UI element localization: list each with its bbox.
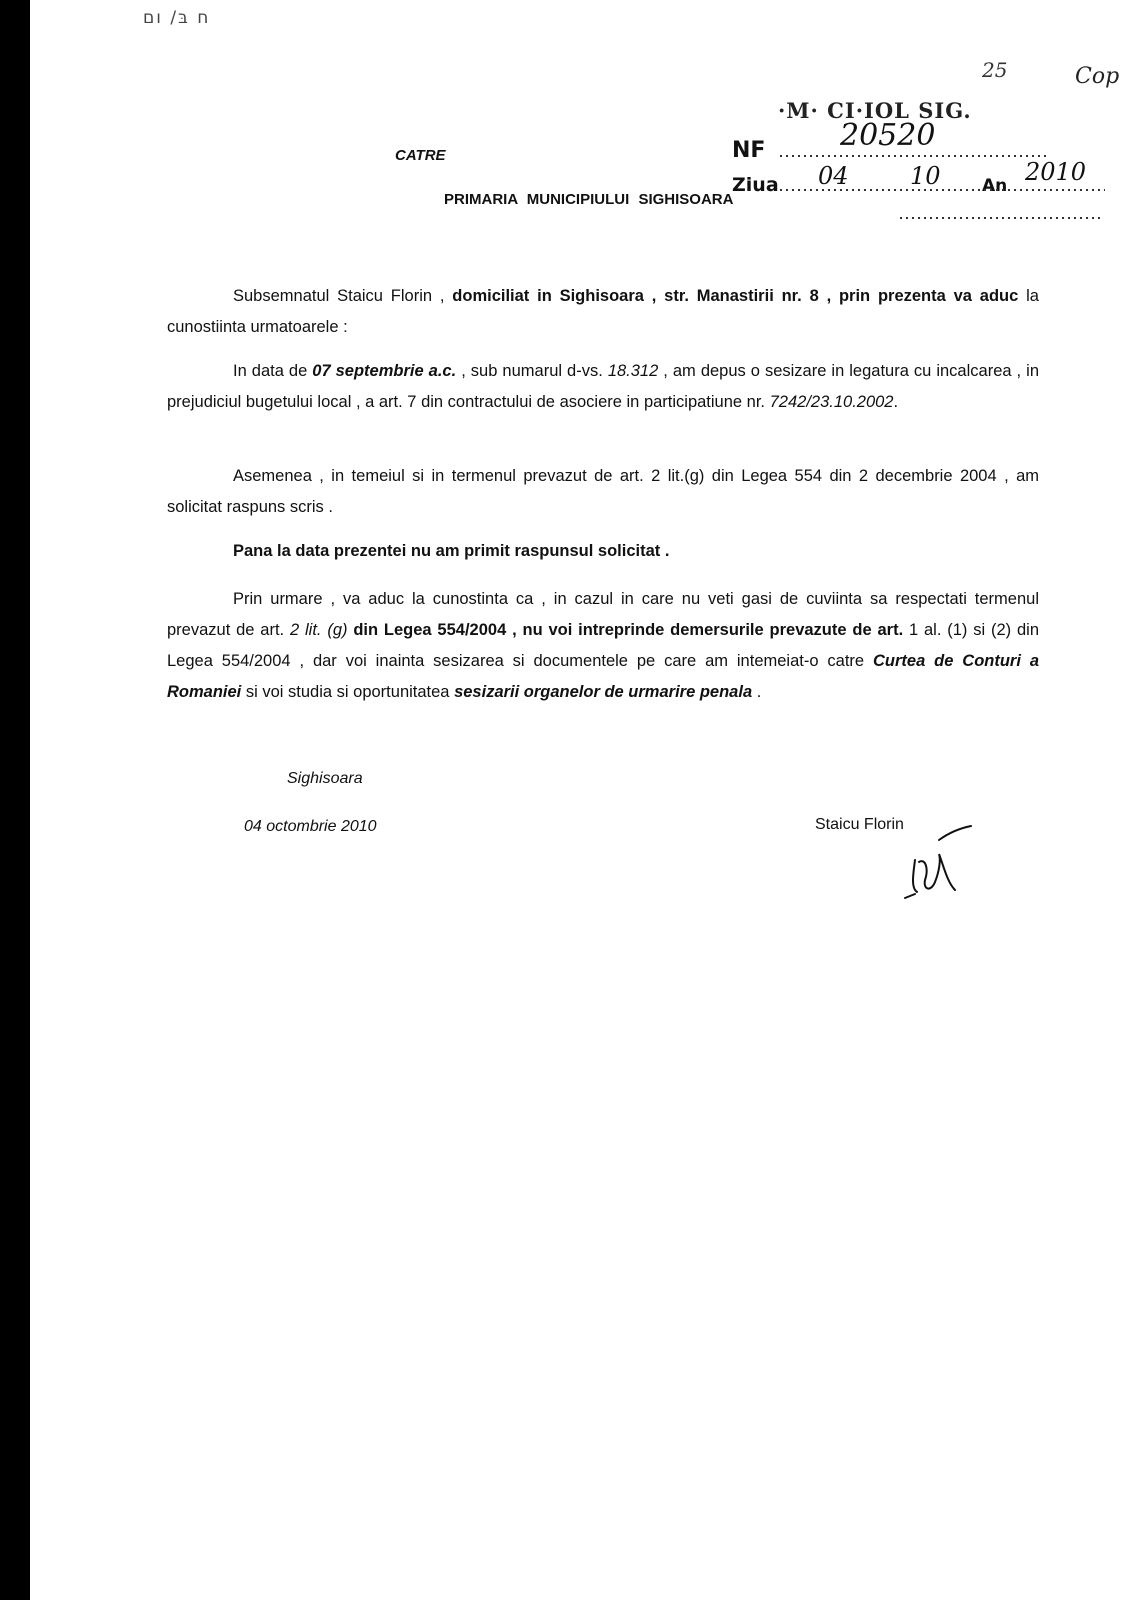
paragraph-request (167, 461, 1039, 523)
signing-place: Sighisoara (287, 770, 363, 787)
stamp-corner-mark: Cop (1075, 64, 1120, 89)
intro-text-3: la cunostiinta urmatoarele : (167, 287, 1039, 336)
handwritten-signature (895, 820, 985, 905)
addressee: PRIMARIA MUNICIPIULUI SIGHISOARA (444, 191, 734, 208)
stamp-month-value: 10 (910, 162, 941, 190)
paragraph-complaint (167, 356, 1039, 418)
law-reference: 2 lit. (g) (289, 621, 348, 639)
scan-margin-bar (0, 0, 30, 1600)
paragraph-intro (167, 281, 1039, 343)
consequence-text-4: si voi studia si oportunitatea (241, 683, 455, 701)
margin-note: ח בּ/ ום (143, 8, 211, 28)
paragraph-consequence (167, 584, 1039, 708)
stamp-year-value: 2010 (1025, 158, 1087, 186)
criminal-referral: sesizarii organelor de urmarire penala (454, 683, 753, 701)
intro-text-2: domiciliat in Sighisoara , str. Manastirii nr. 8 , prin prezenta va aduc (452, 287, 1019, 305)
complaint-date: 07 septembrie a.c. (312, 362, 457, 380)
consequence-text-5: . (752, 683, 762, 701)
stamp-ziua-label: Ziua (732, 174, 779, 196)
request-text: Asemenea , in temeiul si in termenul prevazut de art. 2 lit.(g) din Legea 554 din 2 decembrie 2004 , am solicitat raspuns scris . (167, 467, 1039, 516)
court-of-accounts: Curtea de Conturi a Romaniei (167, 652, 1039, 701)
stamp-day-value: 04 (818, 162, 849, 190)
complaint-text-3: , am depus o sesizare in legatura cu incalcarea , in prejudiciul bugetului local , a art. 7 din contractului de asociere in participatiune nr. (167, 362, 1039, 411)
contract-number: 7242/23.10.2002 (769, 393, 894, 411)
stamp-dotted-lines (720, 58, 1130, 248)
stamp-nr-label: NF (732, 138, 766, 163)
addressee-label: CATRE (395, 147, 446, 164)
stamp-an-label: An (982, 176, 1008, 196)
registration-stamp (720, 58, 1130, 248)
consequence-text-1: Prin urmare , va aduc la cunostinta ca , in cazul in care nu veti gasi de cuviinta sa respectati termenul prevazut de art. (167, 590, 1039, 639)
paragraph-no-response (167, 536, 1039, 567)
stamp-top-mark: 25 (982, 58, 1008, 82)
stamp-nr-value: 20520 (840, 118, 936, 153)
no-response-text: Pana la data prezentei nu am primit raspunsul solicitat . (233, 542, 670, 560)
intro-text-1: Subsemnatul Staicu Florin , (233, 287, 453, 305)
stamp-header: ·M· CI·IOL SIG. (778, 98, 972, 123)
complaint-text-1: In data de (233, 362, 313, 380)
signer-name: Staicu Florin (815, 816, 904, 833)
complaint-text-2: , sub numarul d-vs. (456, 362, 608, 380)
consequence-text-2: din Legea 554/2004 , nu voi intreprinde demersurile prevazute de art. (347, 621, 904, 639)
complaint-text-4: . (893, 393, 899, 411)
complaint-number: 18.312 (607, 362, 659, 380)
signing-date: 04 octombrie 2010 (244, 818, 377, 835)
consequence-text-3: 1 al. (1) si (2) din Legea 554/2004 , dar voi inainta sesizarea si documentele pe care am intemeiat-o catre (167, 621, 1040, 670)
